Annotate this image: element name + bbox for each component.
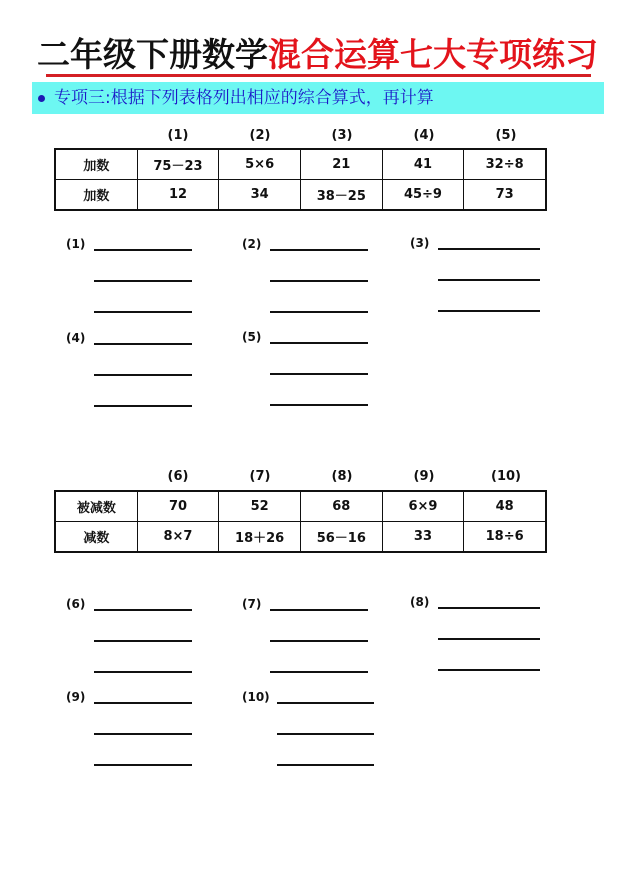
answer-blank[interactable] — [94, 280, 192, 282]
answer-blank[interactable] — [94, 733, 192, 735]
answer-blank[interactable] — [438, 638, 540, 640]
subtraction-table — [54, 490, 547, 553]
answer-blank[interactable] — [270, 280, 368, 282]
section-banner — [32, 82, 604, 114]
answer-label: (4) — [66, 331, 86, 345]
table2-col-number: (9) — [413, 469, 435, 484]
table1-col-number: (5) — [495, 128, 517, 143]
answer-blank[interactable] — [438, 310, 540, 312]
table1-col-number: (2) — [249, 128, 271, 143]
answer-blank[interactable] — [277, 702, 374, 704]
answer-label: (5) — [242, 330, 262, 344]
table-cell: 68 — [300, 491, 382, 522]
table-cell: 32÷8 — [464, 149, 546, 180]
table-cell: 6×9 — [382, 491, 464, 522]
answer-blank[interactable] — [94, 343, 192, 345]
answer-label: (3) — [410, 236, 430, 250]
answer-blank[interactable] — [270, 671, 368, 673]
section-instruction: 专项三:根据下列表格列出相应的综合算式，再计算 — [54, 88, 434, 108]
answer-label: (10) — [242, 690, 270, 704]
answer-blank[interactable] — [277, 764, 374, 766]
table-cell: 8×7 — [137, 522, 219, 553]
answer-label: (1) — [66, 237, 86, 251]
row-label: 加数 — [55, 149, 137, 180]
table-cell: 73 — [464, 180, 546, 211]
answer-label: (6) — [66, 597, 86, 611]
table-cell: 41 — [382, 149, 464, 180]
table2-col-number: (8) — [331, 469, 353, 484]
answer-blank[interactable] — [270, 342, 368, 344]
table-cell: 5×6 — [219, 149, 301, 180]
table1-col-number: (1) — [167, 128, 189, 143]
answer-blank[interactable] — [270, 249, 368, 251]
answer-blank[interactable] — [94, 311, 192, 313]
answer-blank[interactable] — [270, 373, 368, 375]
answer-blank[interactable] — [94, 671, 192, 673]
bullet-icon — [38, 95, 45, 102]
title-part-2: 混合运算七大专项练习 — [268, 35, 598, 74]
row-label: 减数 — [55, 522, 137, 553]
answer-label: (8) — [410, 595, 430, 609]
answer-blank[interactable] — [438, 279, 540, 281]
answer-blank[interactable] — [277, 733, 374, 735]
answer-label: (2) — [242, 237, 262, 251]
table2-col-number: (10) — [491, 469, 521, 484]
table-cell: 12 — [137, 180, 219, 211]
addition-table — [54, 148, 547, 211]
answer-blank[interactable] — [270, 640, 368, 642]
table-cell: 52 — [219, 491, 301, 522]
answer-blank[interactable] — [438, 607, 540, 609]
table-cell: 75－23 — [137, 149, 219, 180]
table-cell: 56－16 — [300, 522, 382, 553]
answer-blank[interactable] — [438, 669, 540, 671]
table-cell: 18＋26 — [219, 522, 301, 553]
row-label: 加数 — [55, 180, 137, 211]
table-row — [55, 522, 546, 553]
answer-blank[interactable] — [94, 764, 192, 766]
table-row — [55, 180, 546, 211]
answer-blank[interactable] — [270, 609, 368, 611]
table2-col-number: (6) — [167, 469, 189, 484]
table-cell: 38－25 — [300, 180, 382, 211]
table2-col-number: (7) — [249, 469, 271, 484]
table1-col-number: (3) — [331, 128, 353, 143]
table1-col-number: (4) — [413, 128, 435, 143]
title-part-1: 二年级下册数学 — [37, 35, 268, 74]
title-underline — [46, 74, 591, 77]
answer-blank[interactable] — [94, 405, 192, 407]
answer-blank[interactable] — [438, 248, 540, 250]
page-title — [0, 34, 635, 76]
answer-blank[interactable] — [94, 249, 192, 251]
answer-label: (9) — [66, 690, 86, 704]
answer-blank[interactable] — [94, 702, 192, 704]
answer-blank[interactable] — [94, 609, 192, 611]
answer-blank[interactable] — [270, 404, 368, 406]
answer-blank[interactable] — [94, 640, 192, 642]
answer-label: (7) — [242, 597, 262, 611]
table-row — [55, 491, 546, 522]
table-row — [55, 149, 546, 180]
table-cell: 70 — [137, 491, 219, 522]
table-cell: 45÷9 — [382, 180, 464, 211]
table-cell: 33 — [382, 522, 464, 553]
row-label: 被减数 — [55, 491, 137, 522]
table-cell: 34 — [219, 180, 301, 211]
table-cell: 48 — [464, 491, 546, 522]
answer-blank[interactable] — [94, 374, 192, 376]
table-cell: 21 — [300, 149, 382, 180]
answer-blank[interactable] — [270, 311, 368, 313]
table-cell: 18÷6 — [464, 522, 546, 553]
